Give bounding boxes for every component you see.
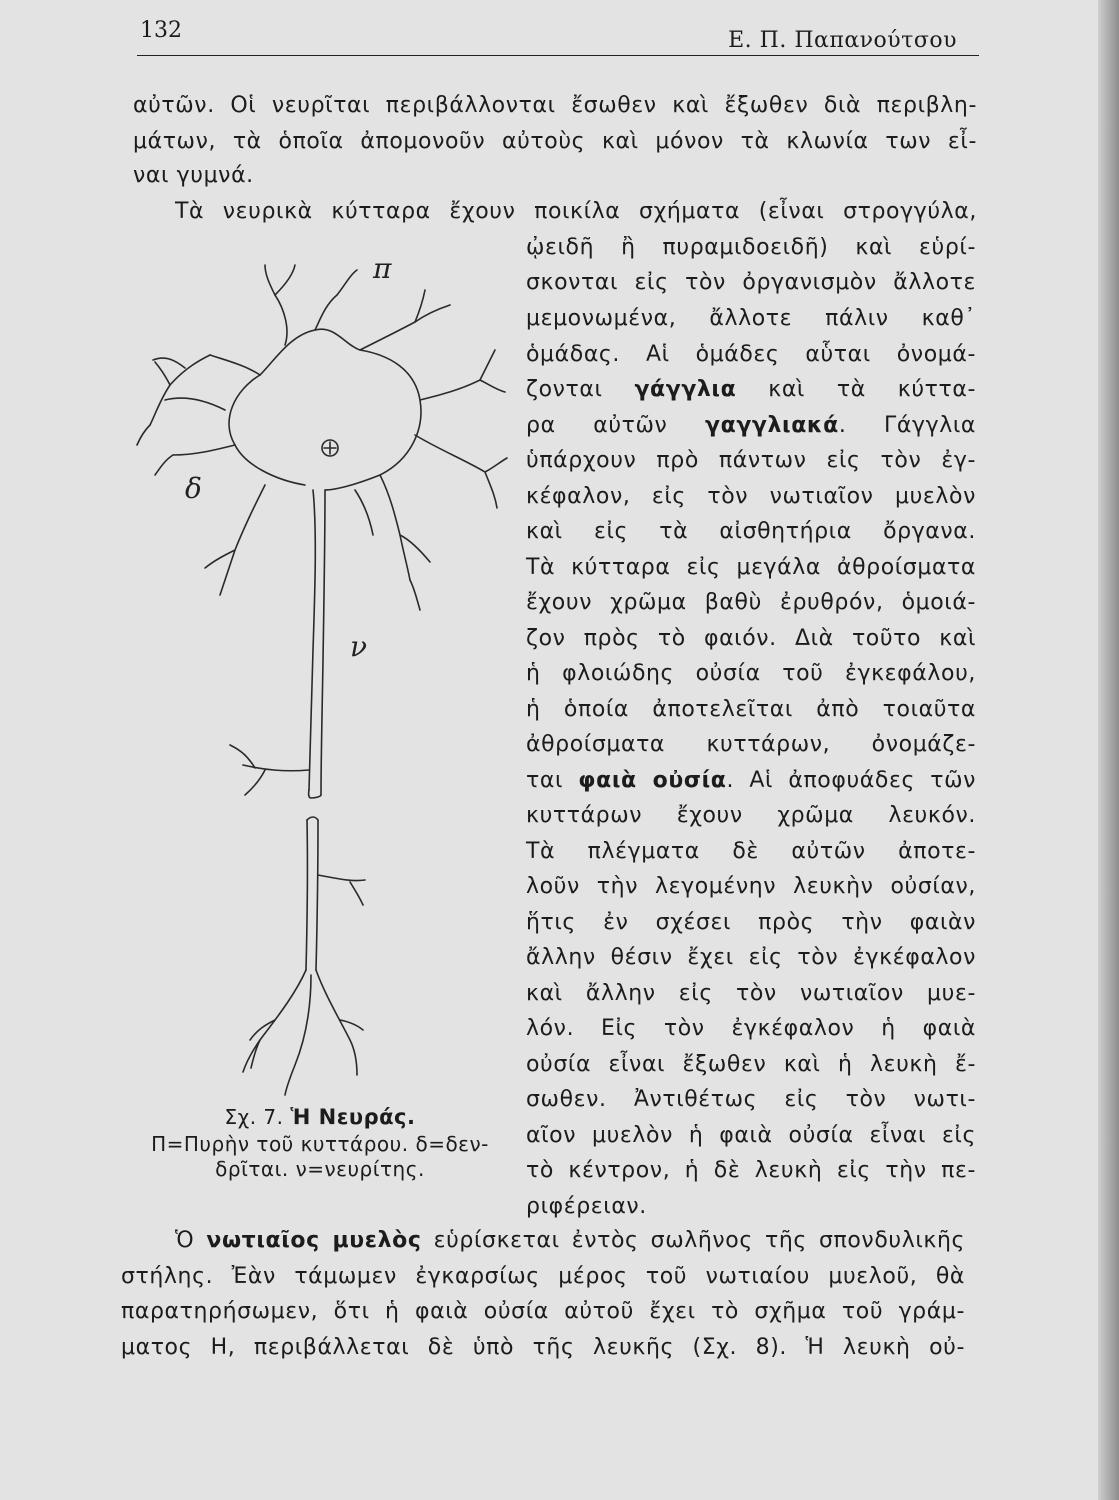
- running-head: Ε. Π. Παπανούτσου: [728, 28, 957, 53]
- axon: [306, 820, 307, 970]
- body-line: μάτων, τὰ ὁποῖα ἀπομονοῦν αὐτοὺς καὶ μόνον τὰ κλωνία των εἶ-: [133, 129, 977, 154]
- bold-term-faia-ousia: φαιὰ οὐσία: [578, 768, 727, 793]
- dendrite: [165, 398, 225, 410]
- dendrite: [485, 458, 507, 472]
- dendrite: [337, 270, 357, 295]
- label-delta: δ: [185, 472, 202, 505]
- body-line: Τὰ νευρικὰ κύτταρα ἔχουν ποικίλα σχήματα (εἶναι στρογγύλα,: [175, 199, 977, 224]
- body-line: ριφέρειαν.: [526, 1194, 647, 1219]
- label-pi: π: [373, 252, 392, 285]
- header-rule: [137, 55, 979, 56]
- cell-body-outline: [229, 329, 421, 490]
- dendrite: [410, 580, 420, 610]
- body-line: καὶ ἄλλην εἰς τὸν νωτιαῖον μυε-: [526, 981, 976, 1006]
- axon: [309, 490, 315, 790]
- body-line: ρα αὐτῶν γαγγλιακά. Γάγγλια: [526, 413, 976, 438]
- body-line: ζονται γάγγλια καὶ τὰ κύττα-: [526, 377, 976, 402]
- axon-collateral: [318, 875, 365, 881]
- body-line: ζον πρὸς τὸ φαιόν. Διὰ τοῦτο καὶ: [526, 626, 976, 651]
- body-line: ται φαιὰ οὐσία. Αἱ ἀποφυάδες τῶν: [526, 768, 976, 793]
- body-line: παρατηρήσωμεν, ὅτι ἡ φαιὰ οὐσία αὐτοῦ ἔχει τὸ σχῆμα τοῦ γράμ-: [121, 1299, 965, 1324]
- body-line: Ὁ νωτιαῖος μυελὸς εὑρίσκεται ἐντὸς σωλῆνος τῆς σπονδυλικῆς: [175, 1228, 966, 1253]
- body-line: Τὰ πλέγματα δὲ αὐτῶν ἀποτε-: [526, 839, 976, 864]
- axon: [316, 820, 318, 970]
- page-edge-shadow: [1098, 0, 1119, 1500]
- body-line: ὑπάρχουν πρὸ πάντων εἰς τὸν ἐγ-: [526, 448, 976, 473]
- body-line: ματος Η, περιβάλλεται δὲ ὑπὸ τῆς λευκῆς (Σχ. 8). Ἡ λευκὴ οὐ-: [121, 1335, 965, 1360]
- neuron-figure: [125, 250, 515, 1100]
- body-line: οὐσία εἶναι ἔξωθεν καὶ ἡ λευκὴ ἔ-: [526, 1052, 976, 1077]
- body-line: σωθεν. Ἀντιθέτως εἰς τὸν νωτι-: [526, 1087, 976, 1112]
- bold-term-gaglia: γάγγλια: [634, 377, 737, 402]
- body-line: ναι γυμνά.: [133, 163, 254, 188]
- body-line: ὁμάδας. Αἱ ὁμάδες αὗται ὀνομά-: [526, 342, 976, 367]
- figure-caption-line: δρῖται. ν=νευρίτης.: [215, 1157, 425, 1181]
- body-line: στήλης. Ἐὰν τάμωμεν ἐγκαρσίως μέρος τοῦ νωτιαίου μυελοῦ, θὰ: [121, 1264, 965, 1289]
- terminal-branch: [285, 975, 311, 1095]
- body-line: καὶ εἰς τὰ αἰσθητήρια ὄργανα.: [526, 519, 976, 544]
- dendrite: [480, 350, 495, 380]
- dendrite: [155, 362, 170, 385]
- body-line: ἔχουν χρῶμα βαθὺ ἐρυθρόν, ὁμοιά-: [526, 590, 976, 615]
- body-line: κέφαλον, εἰς τὸν νωτιαῖον μυελὸν: [526, 484, 976, 509]
- figure-caption-line: Π=Πυρὴν τοῦ κυττάρου. δ=δεν-: [151, 1132, 489, 1156]
- bold-term-notiaios-myelos: νωτιαῖος μυελὸς: [206, 1228, 422, 1253]
- dendrite: [137, 425, 150, 445]
- body-line: λόν. Εἰς τὸν ἐγκέφαλον ἡ φαιὰ: [526, 1016, 976, 1041]
- body-line: σκονται εἰς τὸν ὀργανισμὸν ἄλλοτε: [526, 270, 976, 295]
- bold-term-gagliaka: γαγγλιακά: [705, 413, 839, 438]
- label-nu: ν: [350, 630, 368, 663]
- dendrite: [485, 472, 497, 508]
- body-line: ἥτις ἐν σχέσει πρὸς τὴν φαιὰν: [526, 910, 976, 935]
- dendrite: [355, 490, 373, 535]
- caption-title: Ἡ Νευράς.: [290, 1105, 416, 1129]
- neuron-illustration: [125, 250, 515, 1100]
- body-line: ἄλλην θέσιν ἔχει εἰς τὸν ἐγκέφαλον: [526, 945, 976, 970]
- dendrite: [265, 265, 275, 295]
- dendrite: [275, 265, 295, 295]
- page-number: 132: [140, 18, 182, 43]
- body-line: αῖον μυελὸν ἡ φαιὰ οὐσία εἶναι εἰς: [526, 1123, 976, 1148]
- body-line: μεμονωμένα, ἄλλοτε πάλιν καθ᾽: [526, 306, 976, 331]
- figure-caption-title: Σχ. 7. Ἡ Νευράς.: [224, 1105, 416, 1129]
- dendrite: [150, 355, 210, 425]
- dendrite: [155, 455, 173, 475]
- dendrite: [220, 485, 265, 595]
- axon: [321, 490, 325, 795]
- body-line: Τὰ κύτταρα εἰς μεγάλα ἀθροίσματα: [526, 555, 976, 580]
- body-line: ἡ ὁποία ἀποτελεῖται ἀπὸ τοιαῦτα: [526, 697, 976, 722]
- body-line: αὐτῶν. Οἱ νευρῖται περιβάλλονται ἔσωθεν καὶ ἔξωθεν διὰ περιβλη-: [133, 93, 977, 118]
- body-line: λοῦν τὴν λεγομένην λευκὴν οὐσίαν,: [526, 874, 976, 899]
- body-line: ἡ φλοιώδης οὐσία τοῦ ἐγκεφάλου,: [526, 661, 976, 686]
- body-line: κυττάρων ἔχουν χρῶμα λευκόν.: [526, 803, 976, 828]
- dendrite: [480, 380, 505, 392]
- body-line: ᾠειδῆ ἢ πυραμιδοειδῆ) καὶ εὑρί-: [526, 235, 976, 260]
- body-line: ἀθροίσματα κυττάρων, ὀνομάζε-: [526, 732, 976, 757]
- dendrite: [380, 475, 410, 580]
- body-line: τὸ κέντρον, ἡ δὲ λευκὴ εἰς τὴν πε-: [526, 1158, 976, 1183]
